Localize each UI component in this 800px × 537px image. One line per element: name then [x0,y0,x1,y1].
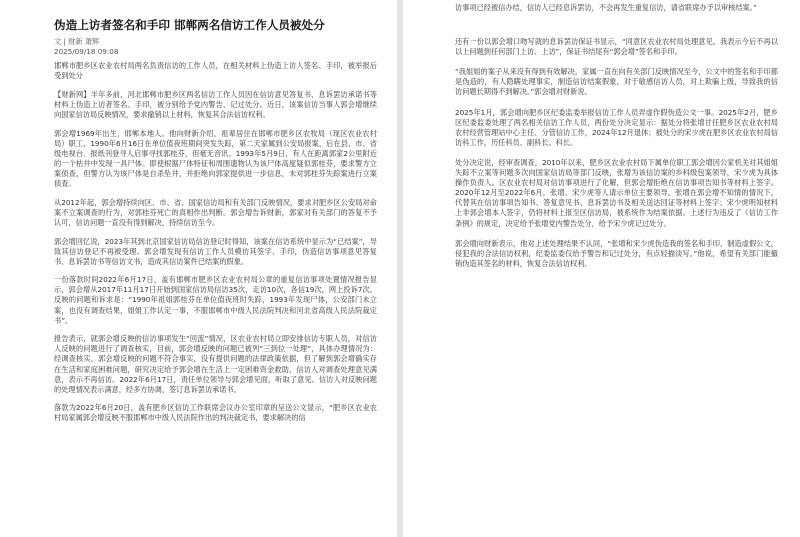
article-paragraph: “我姐姐的案子从来没有得到有效解决，家属一直在向有关部门反映情况至今，公文中的签名和手印都是伪造的，有人隐瞒处理事实，制造信访结案假象，对于敏感信访人员，对上欺骗上级，导致我的信访问题长期得不到解决。”郭会增对财新说。 [455,67,778,97]
article-lead: 邯郸市肥乡区农业农村局两名负责信访的工作人员，在相关材料上伪造上访人签名、手印，被举报后受到处分 [54,61,377,81]
article-page-left [0,0,397,537]
article-page-right [403,0,800,537]
article-paragraph: 落款为2022年6月20日，盖有肥乡区信访工作联席会议办公室印章的呈送公文显示，“肥乡区农业农村局家属郭会增反映不服邯郸市中级人民法院作出的判决裁定书，要求解决的信 [54,403,377,423]
article-paragraph: 【财新网】半年多前，河北邯郸市肥乡区两名信访工作人员因在信访意见答复书、息诉罢访承诺书等材料上伪造上访者签名、手印，被分别给予党内警告、记过处分。近日，该案信访当事人郭会增继续向国家信访局反映情况，要求撤销以上材料，恢复其合法信访权利。 [54,89,377,120]
article-paragraph: 郭会增向财新表示，他对上述处理结果不认同，“张增和宋少虎伪造我的签名和手印，制造虚假公文，侵犯我的合法信访权利，纪委监委仅给予警告和记过处分，有点轻描淡写。”他说，希望有关部门能撤销伪造其签名的材料，恢复合法信访权利。 [455,238,778,268]
article-paragraph: 郭会增1969年出生，邯郸本地人。他向财新介绍，祖辈居住在邯郸市肥乡区农牧局（现区农业农村局）职工，1990年6月16日在单位值夜班期间突发失踪，第二天家属到公安局报案，后在县、市、省级电视台、报纸刊登寻人启事寻找郭桂芬，但毫无音讯。1993年5月9日，有人在距离郭家2公里附近的一个枯井中发现一具尸体。即使根据尸体特征和周围遗物认为该尸体高度疑似郭桂芬，要求警方立案侦查，但警方认为该尸体是自杀坠井，并拒绝向郭家提供进一步信息，未对郭桂芬失踪案进行立案侦查。 [54,128,377,189]
article-paragraph: 从2012年起，郭会增持续向区、市、省、国家信访局和有关部门反映情况，要求对肥乡区公安局对命案不立案调查的行为，对郭桂芬死亡的真相作出判断。郭会增告诉财新，郭家对有关部门的答复不予认可，信访问题一直没有得到解决，持续信访至今。 [54,197,377,227]
article-byline: 文 | 财新 萧辉 [54,37,100,46]
article-paragraph: 郭会增回忆说，2023年其到北京国家信访局信访登记时得知，该案在信访系统中显示为“已结案”，导致其信访登记不再被受理。郭会增发现有信访工作人员模仿其签字、手印，伪造信访事项意见答复书、息诉罢访书等信访文书，造成其信访案件已结案的假象。 [54,236,377,266]
article-paragraph: 报告表示，就郭会增反映的信访事项发生“回流”情况，区农业农村局立即安排信访专职人员，对信访人反映的问题进行了调查核实，目前，郭会增反映的问题已被列“三到位一处理”，具体办理情况为：经调查核实，郭会增反映的问题不符合事实，没有提供问题的法律政策依据，但了解到郭会增确实存在生活和家庭困难问题，研究决定给予郭会增在生活上一定困难资金救助，信访人对调查处理意见满意，表示不再信访。2022年6月17日，责任单位领导与郭会增见面，听取了意见。信访人对反映问题的处理情况表示满意，经多方协调，签订息诉罢访承诺书。 [54,334,377,394]
article-title: 伪造上访者签名和手印 邯郸两名信访工作人员被处分 [54,18,325,32]
article-paragraph: 一份落款时间2022年6月17日，盖有邯郸市肥乡区农业农村局公章的重复信访事项处置情况报告显示，郭会增从2017年11月17日开始到国家信访局信访35次，走访10次，各信19次，网上投诉7次。反映的问题和诉求是：“1990年祖姐郭桂芬在单位值夜班时失踪，1993年发现尸体，公安部门未立案，也没有调查结果，姐姐工作认定一事，不服邯郸市中级人民法院判决和河北省高级人民法院裁定书”。 [54,275,377,325]
article-date: 2025/09/18 09:08 [54,46,119,56]
article-paragraph: 访事项已经被信办结，信访人已经息诉罢访，不会再发生重复信访，请省联席办予以审核结案。” [455,3,758,12]
article-paragraph: 2025年1月，郭会增向肥乡区纪委监委举报信访工作人员弄虚作假伪造公文一事。2025年2月，肥乡区纪委监委处理了两名相关信访工作人员，两份处分决定显示：据处分将张增甘任肥乡区农业农村局农村经营管理站中心主任、分管信访工作，2024年12月退休；被处分的宋少虎在肥乡区农业农村局信访科工作，历任科员、副科长、科长。 [455,107,778,147]
article-paragraph: 还有一份以郭会增口吻写就的息诉罢访保证书显示，“同意区农业农村局处理意见，我表示今后不再以以上问题到任何部门上访、上访”，保证书结尾有“郭会增”签名和手印。 [455,37,778,57]
article-paragraph: 处分决定说，经审查调查，2010年以来，肥乡区农业农村局下属单位职工郭会增因公家机关对其姐姐失踪不立案等问题多次向国家信访局等部门反映，张增为该信访案的乡科级包案领导，宋少虎为具体操作负责人。区农业农村局对信访事项进行了化解，但郭会增拒绝在信访事项告知书等材料上签字。2020年12月至2022年6月，张增、宋少虎等人请示单位主要领导，张增在郭会增不知情的情况下，代替其在信访事项告知书、答复意见书、息诉罢访书及相关送达回证等材料上签字；宋少虎明知材料上非郭会增本人签字，仍将材料上报至区信访局，被系统作为结案依据。上述行为违反了《信访工作条例》的规定，决定给予张增党内警告处分，给予宋少虎记过处分。 [455,157,778,228]
